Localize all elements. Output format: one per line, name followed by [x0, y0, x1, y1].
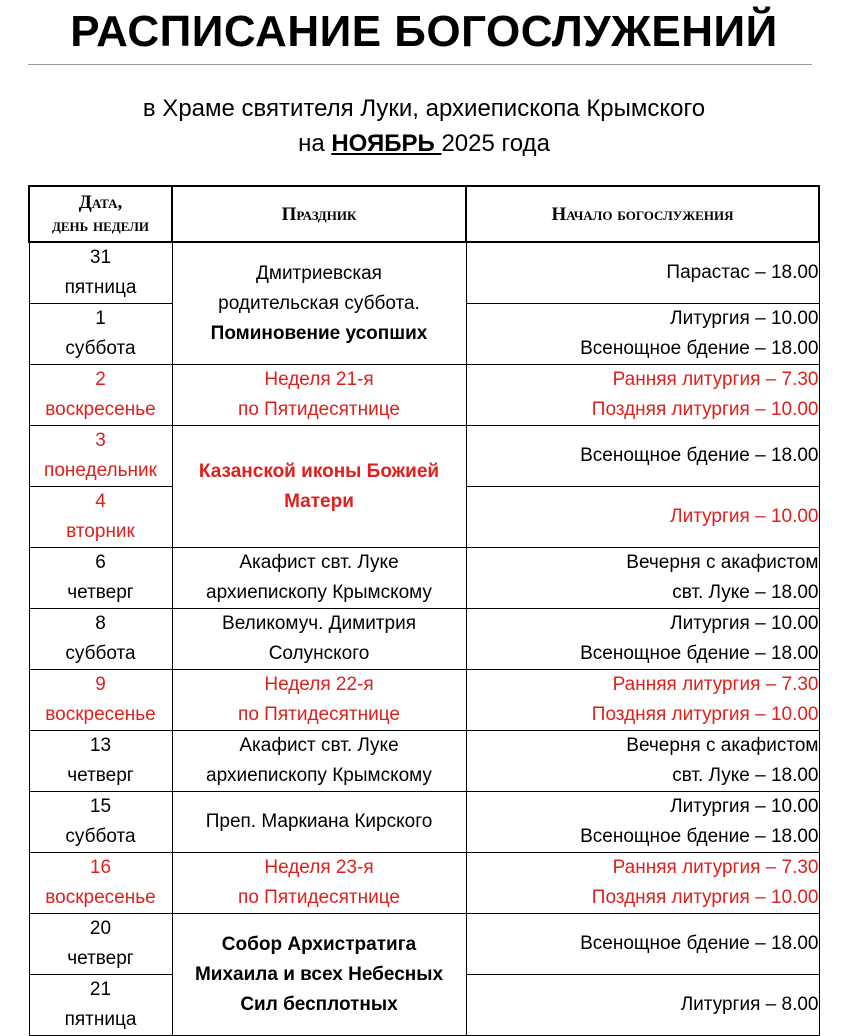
feast-line: Великомуч. Димитрия — [222, 613, 416, 634]
day-number: 9 — [95, 674, 106, 695]
feast-line: Матери — [284, 490, 354, 512]
table-row — [29, 242, 819, 304]
date-cell — [29, 242, 172, 304]
weekday: пятница — [64, 277, 137, 298]
date-cell — [29, 792, 172, 853]
service-time: свт. Луке – 18.00 — [672, 765, 819, 786]
feast-line: родительская суббота. — [218, 292, 420, 314]
feast-line: Неделя 21-я — [264, 369, 374, 390]
service-time: Всенощное бдение – 18.00 — [580, 826, 819, 847]
date-cell — [29, 914, 172, 975]
year-text: 2025 года — [441, 130, 550, 157]
service-time: Парастас – 18.00 — [666, 262, 819, 283]
weekday: воскресенье — [45, 399, 156, 420]
day-number: 31 — [89, 247, 112, 268]
time-cell — [466, 914, 819, 975]
time-cell — [466, 365, 819, 426]
table-row — [29, 548, 819, 609]
feast-line: по Пятидесятнице — [238, 887, 400, 908]
weekday: пятница — [64, 1009, 137, 1030]
month-name: НОЯБРЬ — [331, 130, 442, 157]
date-cell — [29, 853, 172, 914]
day-number: 6 — [95, 552, 106, 573]
table-row — [29, 670, 819, 731]
weekday: понедельник — [44, 460, 157, 481]
feast-cell — [172, 853, 466, 914]
header-feast: Праздник — [172, 186, 466, 242]
date-cell — [29, 975, 172, 1036]
service-time: Вечерня с акафистом — [626, 735, 819, 756]
weekday: суббота — [65, 338, 136, 359]
day-number: 21 — [89, 979, 112, 1000]
feast-line-bold: Поминовение усопших — [210, 322, 428, 344]
date-cell — [29, 426, 172, 487]
feast-line: Дмитриевская — [256, 262, 382, 284]
feast-line: Михаила и всех Небесных — [194, 963, 444, 985]
header-date-line1: Дата, — [78, 192, 123, 213]
feast-line: Неделя 22-я — [264, 674, 374, 695]
service-time: Ранняя литургия – 7.30 — [612, 369, 819, 390]
service-time: Литургия – 8.00 — [680, 994, 819, 1015]
service-time: Ранняя литургия – 7.30 — [612, 674, 819, 695]
table-row — [29, 914, 819, 975]
time-cell — [466, 975, 819, 1036]
feast-cell — [172, 548, 466, 609]
table-header-row — [29, 186, 819, 242]
day-number: 4 — [95, 491, 106, 512]
feast-cell — [172, 242, 466, 365]
date-cell — [29, 670, 172, 731]
date-cell — [29, 365, 172, 426]
table-row — [29, 853, 819, 914]
time-cell — [466, 304, 819, 365]
weekday: суббота — [65, 826, 136, 847]
date-cell — [29, 304, 172, 365]
feast-line: по Пятидесятнице — [238, 399, 400, 420]
feast-line: Солунского — [268, 643, 370, 664]
feast-line: архиепископу Крымскому — [206, 765, 432, 786]
time-cell — [466, 731, 819, 792]
weekday: суббота — [65, 643, 136, 664]
time-cell — [466, 487, 819, 548]
feast-line: Неделя 23-я — [264, 857, 374, 878]
feast-line: по Пятидесятнице — [238, 704, 400, 725]
feast-cell — [172, 731, 466, 792]
service-time: Поздняя литургия – 10.00 — [591, 704, 819, 725]
service-time: Всенощное бдение – 18.00 — [580, 643, 819, 664]
subtitle-prefix: на — [298, 130, 325, 157]
header-date-line2: день недели — [51, 215, 150, 236]
feast-cell — [172, 609, 466, 670]
time-cell — [466, 548, 819, 609]
subtitle-temple: в Храме святителя Луки, архиепископа Крымского — [142, 95, 706, 122]
title-divider — [28, 64, 812, 65]
feast-cell — [172, 914, 466, 1036]
day-number: 15 — [89, 796, 112, 817]
time-cell — [466, 426, 819, 487]
day-number: 1 — [95, 308, 106, 329]
table-row — [29, 731, 819, 792]
time-cell — [466, 670, 819, 731]
time-cell — [466, 792, 819, 853]
service-time: Поздняя литургия – 10.00 — [591, 399, 819, 420]
weekday: четверг — [67, 948, 134, 969]
header-time: Начало богослужения — [466, 186, 819, 242]
day-number: 20 — [89, 918, 112, 939]
day-number: 3 — [95, 430, 106, 451]
feast-line: Сил бесплотных — [240, 993, 398, 1015]
weekday: воскресенье — [45, 887, 156, 908]
service-time: Литургия – 10.00 — [670, 308, 819, 329]
feast-cell — [172, 670, 466, 731]
service-time: Литургия – 10.00 — [670, 796, 819, 817]
date-cell — [29, 487, 172, 548]
day-number: 16 — [89, 857, 112, 878]
day-number: 2 — [95, 369, 106, 390]
header-date — [29, 186, 172, 242]
table-row — [29, 365, 819, 426]
day-number: 13 — [89, 735, 112, 756]
date-cell — [29, 548, 172, 609]
service-time: Всенощное бдение – 18.00 — [580, 933, 819, 954]
feast-line: Собор Архистратига — [221, 933, 417, 955]
service-time: Литургия – 10.00 — [670, 613, 819, 634]
service-time: Литургия – 10.00 — [670, 506, 819, 527]
service-time: Ранняя литургия – 7.30 — [612, 857, 819, 878]
time-cell — [466, 609, 819, 670]
weekday: четверг — [67, 765, 134, 786]
weekday: четверг — [67, 582, 134, 603]
feast-line: архиепископу Крымскому — [206, 582, 432, 603]
service-time: Поздняя литургия – 10.00 — [591, 887, 819, 908]
feast-line: Акафист свт. Луке — [239, 552, 399, 573]
schedule-table — [28, 185, 820, 1036]
day-number: 8 — [95, 613, 106, 634]
weekday: воскресенье — [45, 704, 156, 725]
feast-cell — [172, 792, 466, 853]
service-time: Всенощное бдение – 18.00 — [580, 445, 819, 466]
service-time: Всенощное бдение – 18.00 — [580, 338, 819, 359]
feast-line: Казанской иконы Божией — [198, 460, 440, 482]
service-time: свт. Луке – 18.00 — [672, 582, 819, 603]
subtitle-month — [0, 128, 848, 160]
date-cell — [29, 609, 172, 670]
time-cell — [466, 242, 819, 304]
time-cell — [466, 853, 819, 914]
feast-cell — [172, 365, 466, 426]
service-time: Вечерня с акафистом — [626, 552, 819, 573]
feast-cell — [172, 426, 466, 548]
table-row — [29, 609, 819, 670]
page-title: РАСПИСАНИЕ БОГОСЛУЖЕНИЙ — [70, 7, 778, 56]
table-row — [29, 792, 819, 853]
feast-line: Преп. Маркиана Кирского — [205, 811, 433, 832]
weekday: вторник — [66, 521, 135, 542]
feast-line: Акафист свт. Луке — [239, 735, 399, 756]
date-cell — [29, 731, 172, 792]
table-row — [29, 426, 819, 487]
